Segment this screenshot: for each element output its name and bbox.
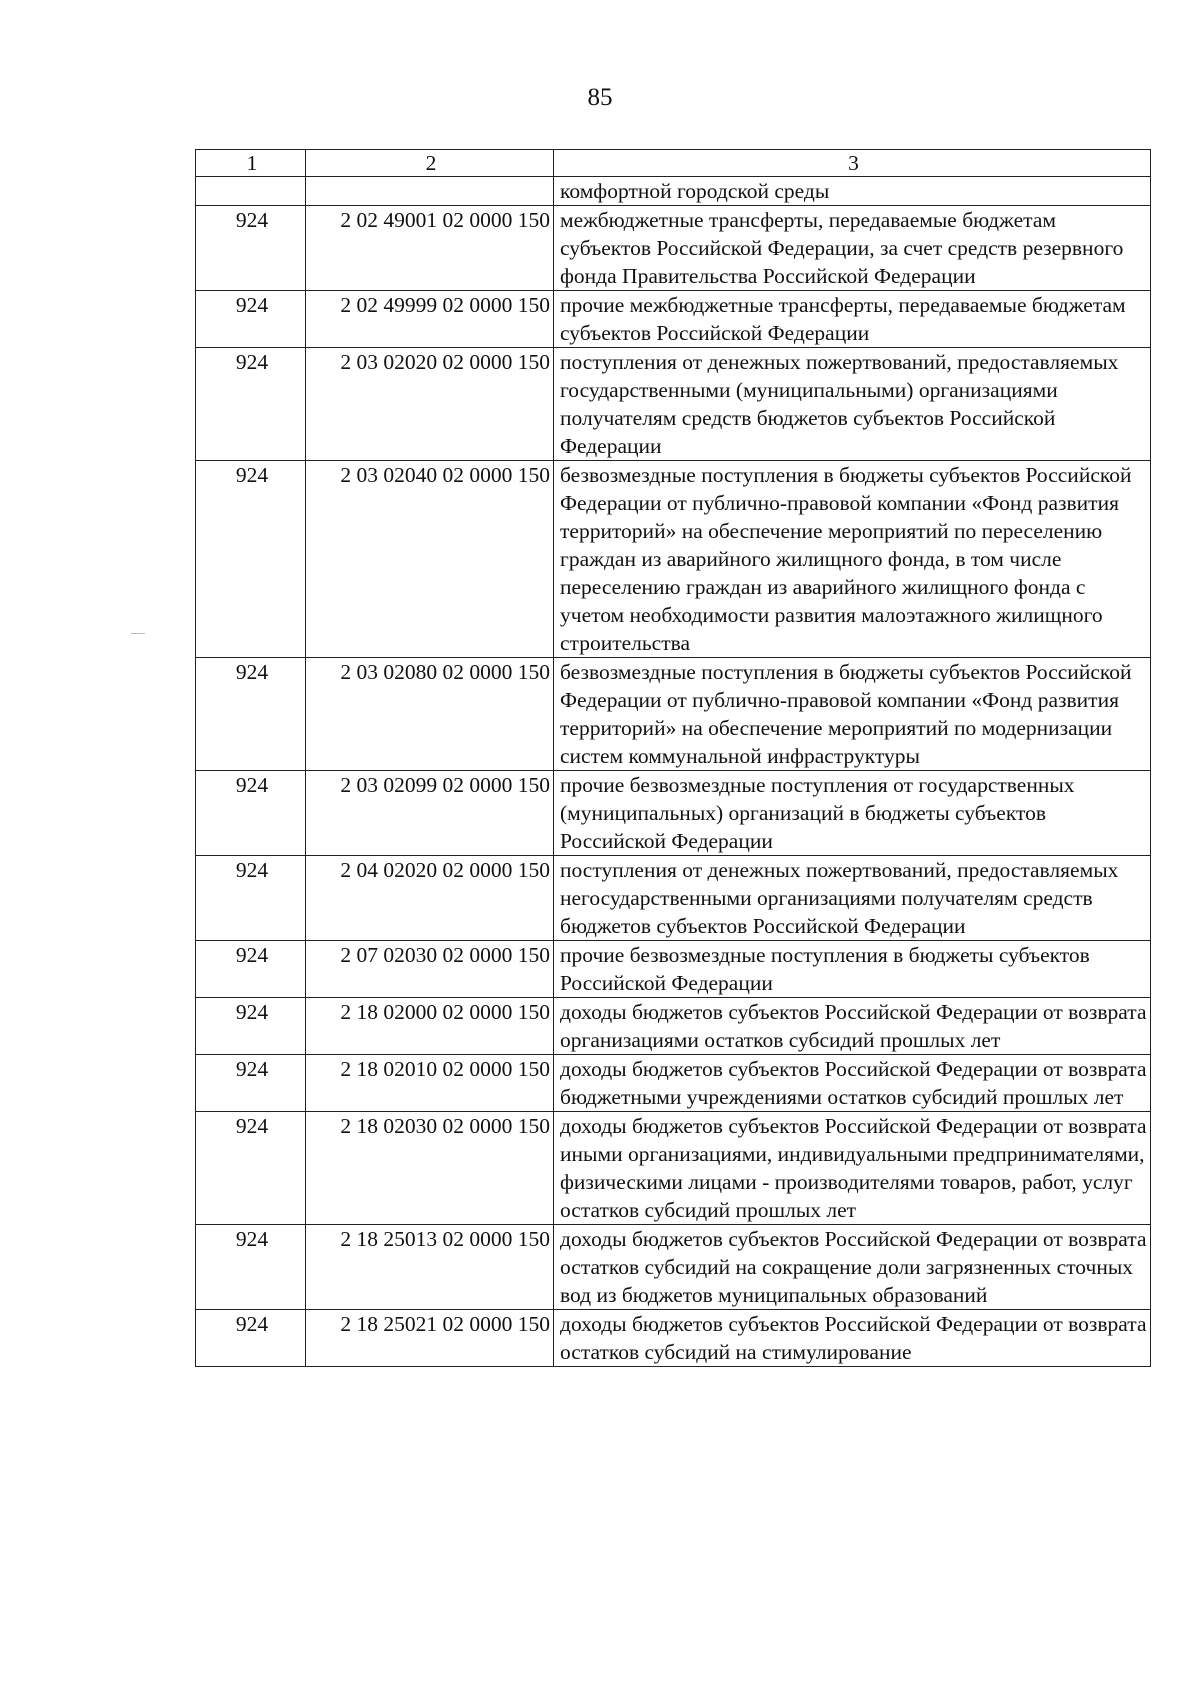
table-row: [196, 1055, 1151, 1112]
continuation-row: [196, 177, 1151, 206]
table-row: [196, 1310, 1151, 1367]
page-number: 85: [587, 84, 613, 111]
admin-code-cell: 924: [196, 771, 306, 856]
table-row: [196, 941, 1151, 998]
table-row: [196, 348, 1151, 461]
table-row: [196, 856, 1151, 941]
budget-code-cell: 2 18 02010 02 0000 150: [306, 1055, 554, 1112]
admin-code-cell: 924: [196, 461, 306, 658]
admin-code-cell: 924: [196, 658, 306, 771]
income-name-cell: доходы бюджетов субъектов Российской Федерации от возврата бюджетными учреждениями остатков субсидий прошлых лет: [554, 1055, 1151, 1112]
budget-code-cell: 2 03 02020 02 0000 150: [306, 348, 554, 461]
admin-code-cell: 924: [196, 1112, 306, 1225]
income-name-cell: доходы бюджетов субъектов Российской Федерации от возврата иными организациями, индивидуальными предпринимателями, физическими лицами - производителями товаров, работ, услуг остатков субсидий прошлых лет: [554, 1112, 1151, 1225]
income-name-cell: прочие межбюджетные трансферты, передаваемые бюджетам субъектов Российской Федерации: [554, 291, 1151, 348]
income-name-cell: доходы бюджетов субъектов Российской Федерации от возврата остатков субсидий на сокращение доли загрязненных сточных вод из бюджетов муниципальных образований: [554, 1225, 1151, 1310]
budget-code-cell: 2 18 02000 02 0000 150: [306, 998, 554, 1055]
continuation-text: комфортной городской среды: [554, 177, 1151, 206]
budget-code-cell: 2 03 02080 02 0000 150: [306, 658, 554, 771]
budget-code-cell: 2 03 02040 02 0000 150: [306, 461, 554, 658]
table-row: [196, 1112, 1151, 1225]
continuation-empty-code: [306, 177, 554, 206]
income-codes-table: [195, 149, 1151, 1367]
table-row: [196, 291, 1151, 348]
budget-code-cell: 2 02 49999 02 0000 150: [306, 291, 554, 348]
income-name-cell: доходы бюджетов субъектов Российской Федерации от возврата остатков субсидий на стимулирование: [554, 1310, 1151, 1367]
scan-artifact: [131, 633, 145, 634]
income-name-cell: поступления от денежных пожертвований, предоставляемых государственными (муниципальными) организациями получателям средств бюджетов субъектов Российской Федерации: [554, 348, 1151, 461]
admin-code-cell: 924: [196, 1225, 306, 1310]
budget-code-cell: 2 18 02030 02 0000 150: [306, 1112, 554, 1225]
budget-code-cell: 2 18 25021 02 0000 150: [306, 1310, 554, 1367]
admin-code-cell: 924: [196, 941, 306, 998]
income-name-cell: прочие безвозмездные поступления в бюджеты субъектов Российской Федерации: [554, 941, 1151, 998]
table-row: [196, 1225, 1151, 1310]
header-col-1: 1: [196, 150, 306, 177]
table-row: [196, 771, 1151, 856]
income-name-cell: поступления от денежных пожертвований, предоставляемых негосударственными организациями получателям средств бюджетов субъектов Российской Федерации: [554, 856, 1151, 941]
admin-code-cell: 924: [196, 291, 306, 348]
budget-code-cell: 2 04 02020 02 0000 150: [306, 856, 554, 941]
budget-code-cell: 2 07 02030 02 0000 150: [306, 941, 554, 998]
admin-code-cell: 924: [196, 1055, 306, 1112]
admin-code-cell: 924: [196, 348, 306, 461]
admin-code-cell: 924: [196, 998, 306, 1055]
admin-code-cell: 924: [196, 206, 306, 291]
income-name-cell: межбюджетные трансферты, передаваемые бюджетам субъектов Российской Федерации, за счет средств резервного фонда Правительства Российской Федерации: [554, 206, 1151, 291]
income-name-cell: безвозмездные поступления в бюджеты субъектов Российской Федерации от публично-правовой компании «Фонд развития территорий» на обеспечение мероприятий по переселению граждан из аварийного жилищного фонда, в том числе переселению граждан из аварийного жилищного фонда с учетом необходимости развития малоэтажного жилищного строительства: [554, 461, 1151, 658]
budget-code-cell: 2 03 02099 02 0000 150: [306, 771, 554, 856]
table-row: [196, 998, 1151, 1055]
budget-code-cell: 2 18 25013 02 0000 150: [306, 1225, 554, 1310]
table-row: [196, 658, 1151, 771]
admin-code-cell: 924: [196, 1310, 306, 1367]
table-header-row: [196, 150, 1151, 177]
admin-code-cell: 924: [196, 856, 306, 941]
table-body: [196, 150, 1151, 1367]
table-row: [196, 461, 1151, 658]
income-name-cell: безвозмездные поступления в бюджеты субъектов Российской Федерации от публично-правовой компании «Фонд развития территорий» на обеспечение мероприятий по модернизации систем коммунальной инфраструктуры: [554, 658, 1151, 771]
budget-code-cell: 2 02 49001 02 0000 150: [306, 206, 554, 291]
continuation-empty-admin: [196, 177, 306, 206]
header-col-2: 2: [306, 150, 554, 177]
header-col-3: 3: [554, 150, 1151, 177]
income-name-cell: прочие безвозмездные поступления от государственных (муниципальных) организаций в бюджеты субъектов Российской Федерации: [554, 771, 1151, 856]
income-name-cell: доходы бюджетов субъектов Российской Федерации от возврата организациями остатков субсидий прошлых лет: [554, 998, 1151, 1055]
table-row: [196, 206, 1151, 291]
